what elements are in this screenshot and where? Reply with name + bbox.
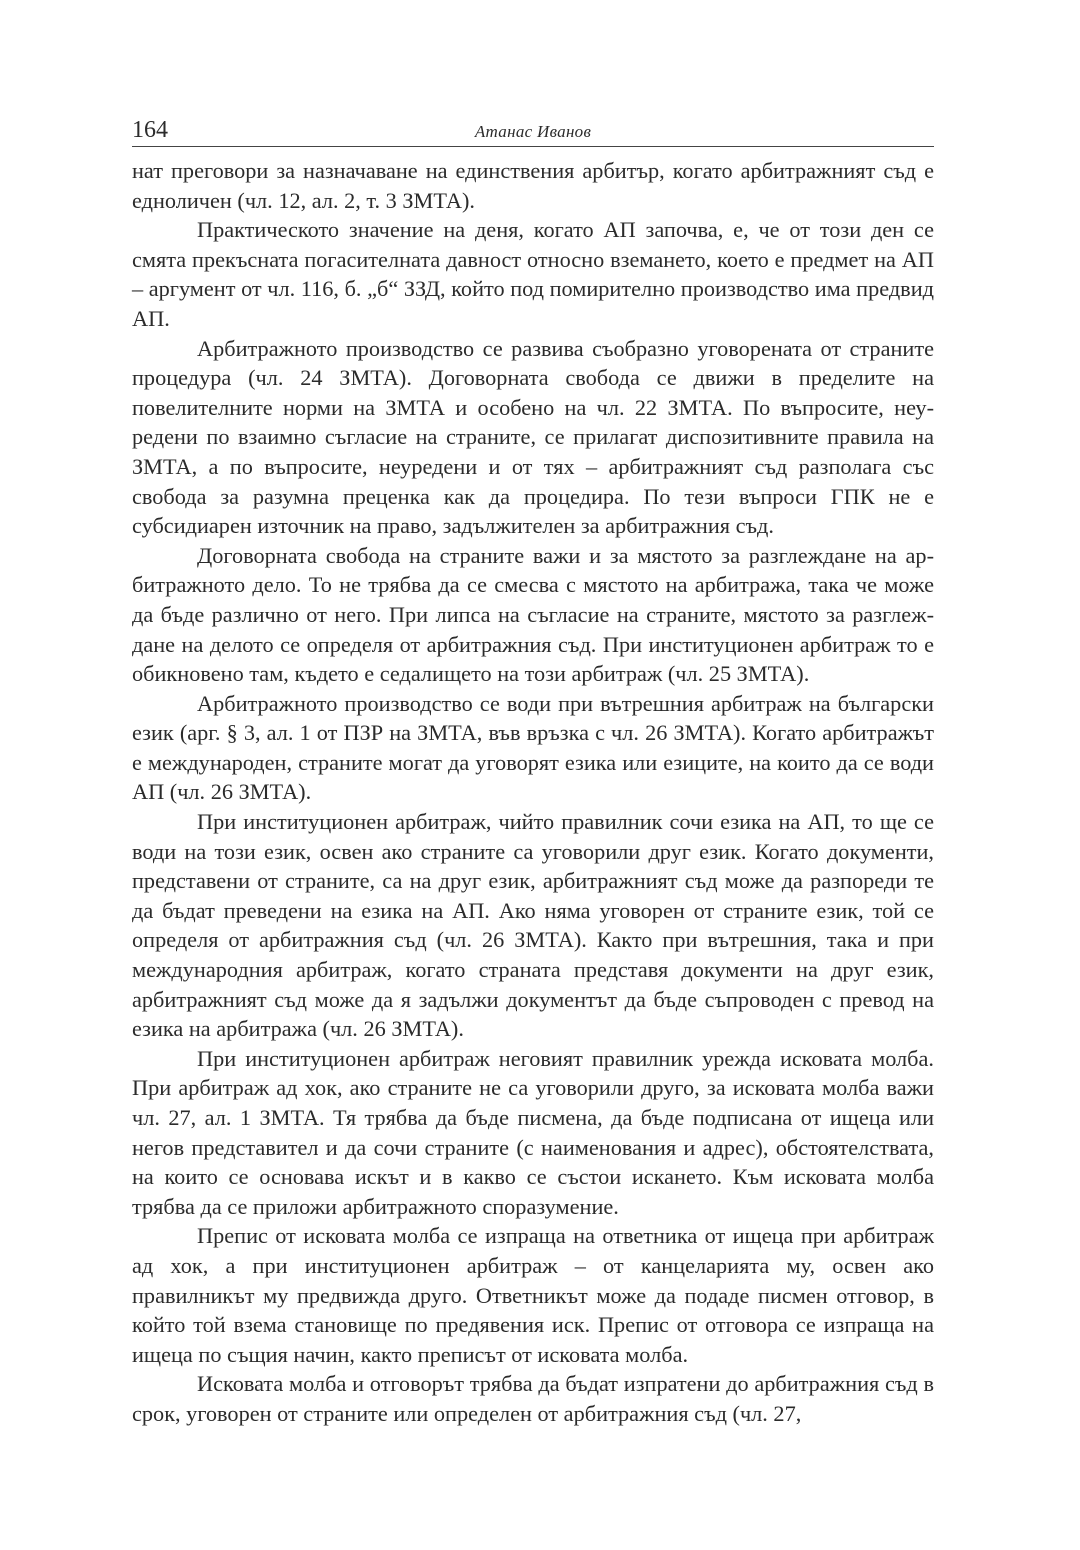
paragraph: Препис от исковата молба се изпраща на ответника от ищеца при арбитраж ад хок, а при институционен арбитраж – от канцеларията му, освен ако правилникът му предвижда друго. Ответникът може да подаде писмен отговор, в който той взема становище по предявения иск. Препис от отговора се изпраща на ищеца по същия начин, както преписът от исковата молба. (132, 1223, 934, 1367)
paragraph: Арбитражното производство се развива съобразно уговорената от страните процедура (чл. 24 ЗМТА). Договорната свобода се движи в пределите на повелителните норми на ЗМТА и особено на чл. 22 ЗМТА. По въпросите, неуредени по взаимно съгласие на страните, се прилагат диспозитивните правила на ЗМТА, а по въпросите, неуредени и от тях – арбитражният съд разполага със свобода за разумна преценка как да процедира. По тези въпроси ГПК не е субсидиарен източник на право, задължителен за арбитражния съд. (132, 335, 934, 539)
paragraph: Исковата молба и отговорът трябва да бъдат изпратени до арбитражния съд в срок, уговорен от страните или определен от арбитражния съд (чл. 27, (132, 1371, 934, 1426)
running-title: Атанас Иванов (474, 122, 592, 141)
paragraph: При институционен арбитраж, чийто правилник сочи езика на АП, то ще се води на този език, освен ако страните са уговорили друг език. Когато документи, представени от страните, са на друг език, арбитражният съд може да разпореди те да бъдат преведени на езика на АП. Ако няма уговорен от страните език, той се определя от арбитражния съд (чл. 26 ЗМТА). Както при вътрешния, така и при международния арбитраж, когато страната представя документи на друг език, арбитражният съд може да я задължи документът да бъде съпроводен с превод на езика на арбитража (чл. 26 ЗМТА). (132, 809, 934, 1042)
page-number: 164 (132, 117, 168, 143)
book-page (132, 112, 934, 1429)
paragraph-continuation: нат преговори за назначаване на единствения арбитър, когато арбитражният съд е едноличен (чл. 12, ал. 2, т. 3 ЗМТА). (132, 158, 934, 213)
body-text (132, 156, 934, 1429)
paragraph: Арбитражното производство се води при вътрешния арбитраж на български език (арг. § 3, ал. 1 от ПЗР на ЗМТА, във връзка с чл. 26 ЗМТА). Когато арбитражът е международен, страните могат да уговорят езика или езиците, на които да се води АП (чл. 26 ЗМТА). (132, 690, 934, 805)
paragraph: Практическото значение на деня, когато АП започва, е, че от този ден се смята прекъсната погасителната давност относно вземането, което е предмет на АП – аргумент от чл. 116, б. „б“ ЗЗД, който под помирително производство има предвид АП. (132, 217, 934, 331)
running-header (132, 112, 934, 147)
paragraph: Договорната свобода на страните важи и за мястото за разглеждане на арбитражното дело. То не трябва да се смесва с мястото на арбитража, така че може да бъде различно от него. При липса на съгласие на страните, мястото за разглеждане на делото се определя от арбитражния съд. При институционен арбитраж то е обикновено там, където е седалището на този арбитраж (чл. 25 ЗМТА). (132, 542, 934, 687)
paragraph: При институционен арбитраж неговият правилник урежда исковата молба. При арбитраж ад хок, ако страните не са уговорили друго, за исковата молба важи чл. 27, ал. 1 ЗМТА. Тя трябва да бъде писмена, да бъде подписана от ищеца или негов представител и да сочи страните (с наименования и адрес), обстоятелствата, на които се основава искът и в какво се състои искането. Към исковата молба трябва да се приложи арбитражното споразумение. (132, 1045, 934, 1219)
